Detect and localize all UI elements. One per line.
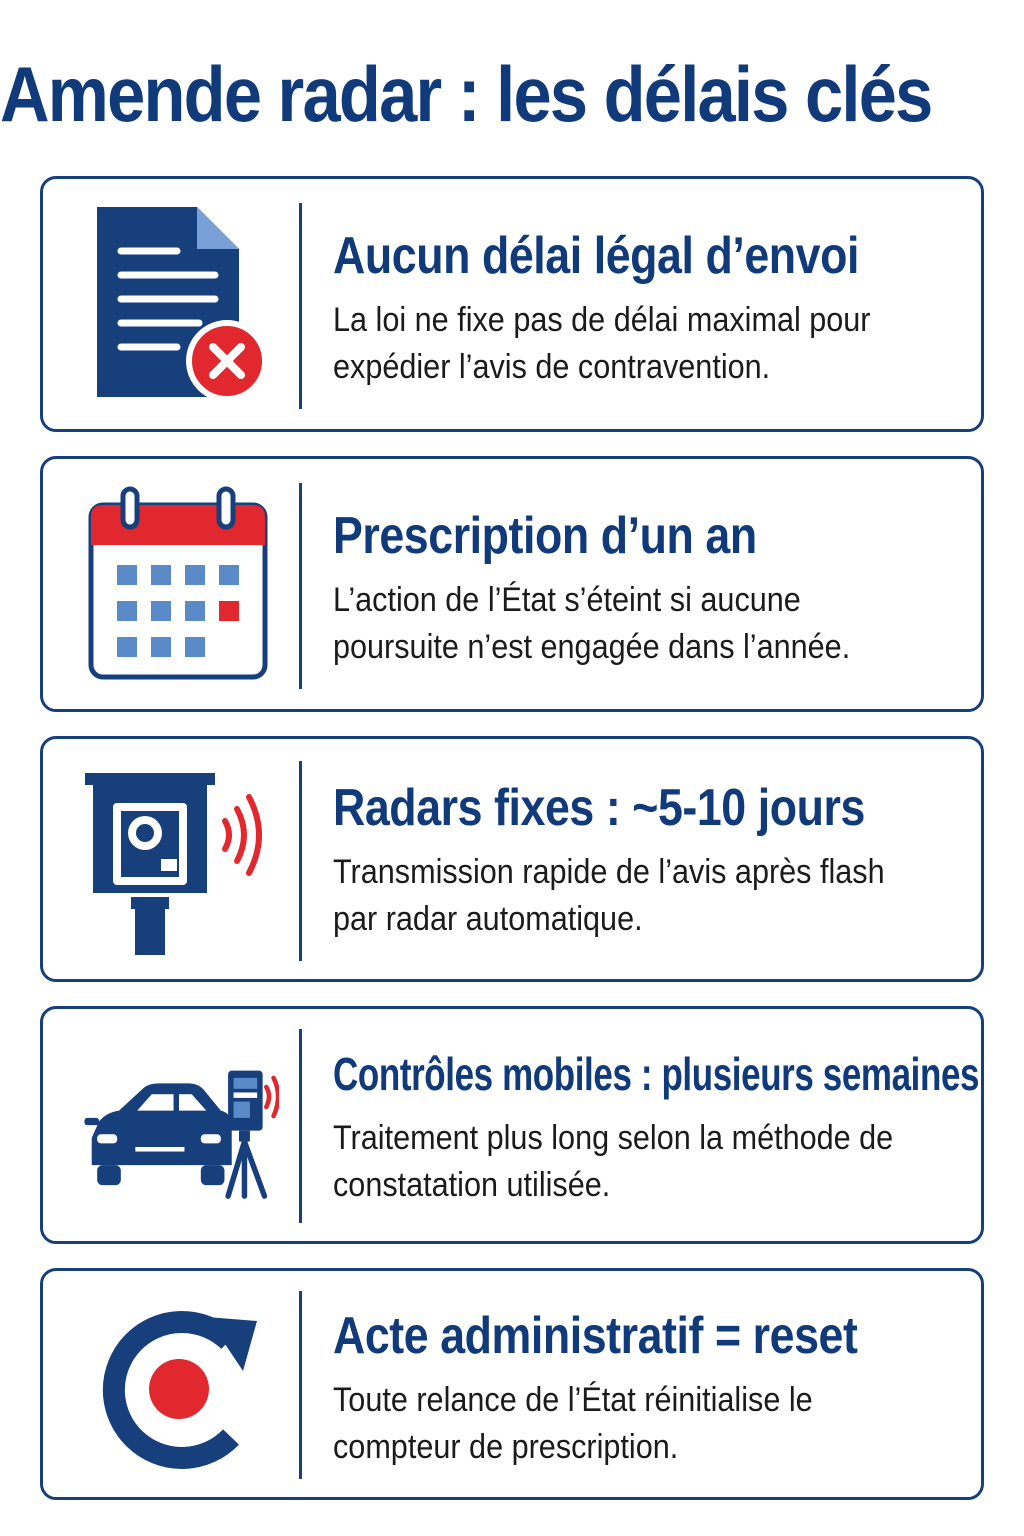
card-fixed-radars xyxy=(40,736,984,982)
card-divider xyxy=(299,203,302,409)
calendar-icon xyxy=(79,483,279,683)
card-title: Contrôles mobiles : plusieurs semaines xyxy=(333,1048,980,1100)
card-title: Prescription d’un an xyxy=(333,507,757,565)
card-divider xyxy=(299,1029,302,1223)
card-prescription xyxy=(40,456,984,712)
card-title: Acte administratif = reset xyxy=(333,1307,858,1365)
card-mobile-controls xyxy=(40,1006,984,1244)
card-divider xyxy=(299,483,302,689)
card-description: La loi ne fixe pas de délai maximal pour expédier l’avis de contravention. xyxy=(333,301,871,386)
mobile-radar-car-icon xyxy=(79,1027,279,1227)
card-description: Traitement plus long selon la méthode de constatation utilisée. xyxy=(333,1119,894,1204)
card-no-legal-deadline xyxy=(40,176,984,432)
card-divider xyxy=(299,1291,302,1479)
card-administrative-act xyxy=(40,1268,984,1500)
page-title: Amende radar : les délais clés xyxy=(0,50,932,138)
card-description: L’action de l’État s’éteint si aucune poursuite n’est engagée dans l’année. xyxy=(333,581,851,666)
speed-camera-icon xyxy=(79,759,279,959)
card-description: Toute relance de l’État réinitialise le compteur de prescription. xyxy=(333,1381,813,1466)
card-description: Transmission rapide de l’avis après flash par radar automatique. xyxy=(333,853,885,938)
reset-arrow-icon xyxy=(79,1287,279,1487)
card-title: Aucun délai légal d’envoi xyxy=(333,227,860,285)
document-cross-icon xyxy=(79,199,279,409)
card-divider xyxy=(299,761,302,961)
card-title: Radars fixes : ~5-10 jours xyxy=(333,779,865,837)
